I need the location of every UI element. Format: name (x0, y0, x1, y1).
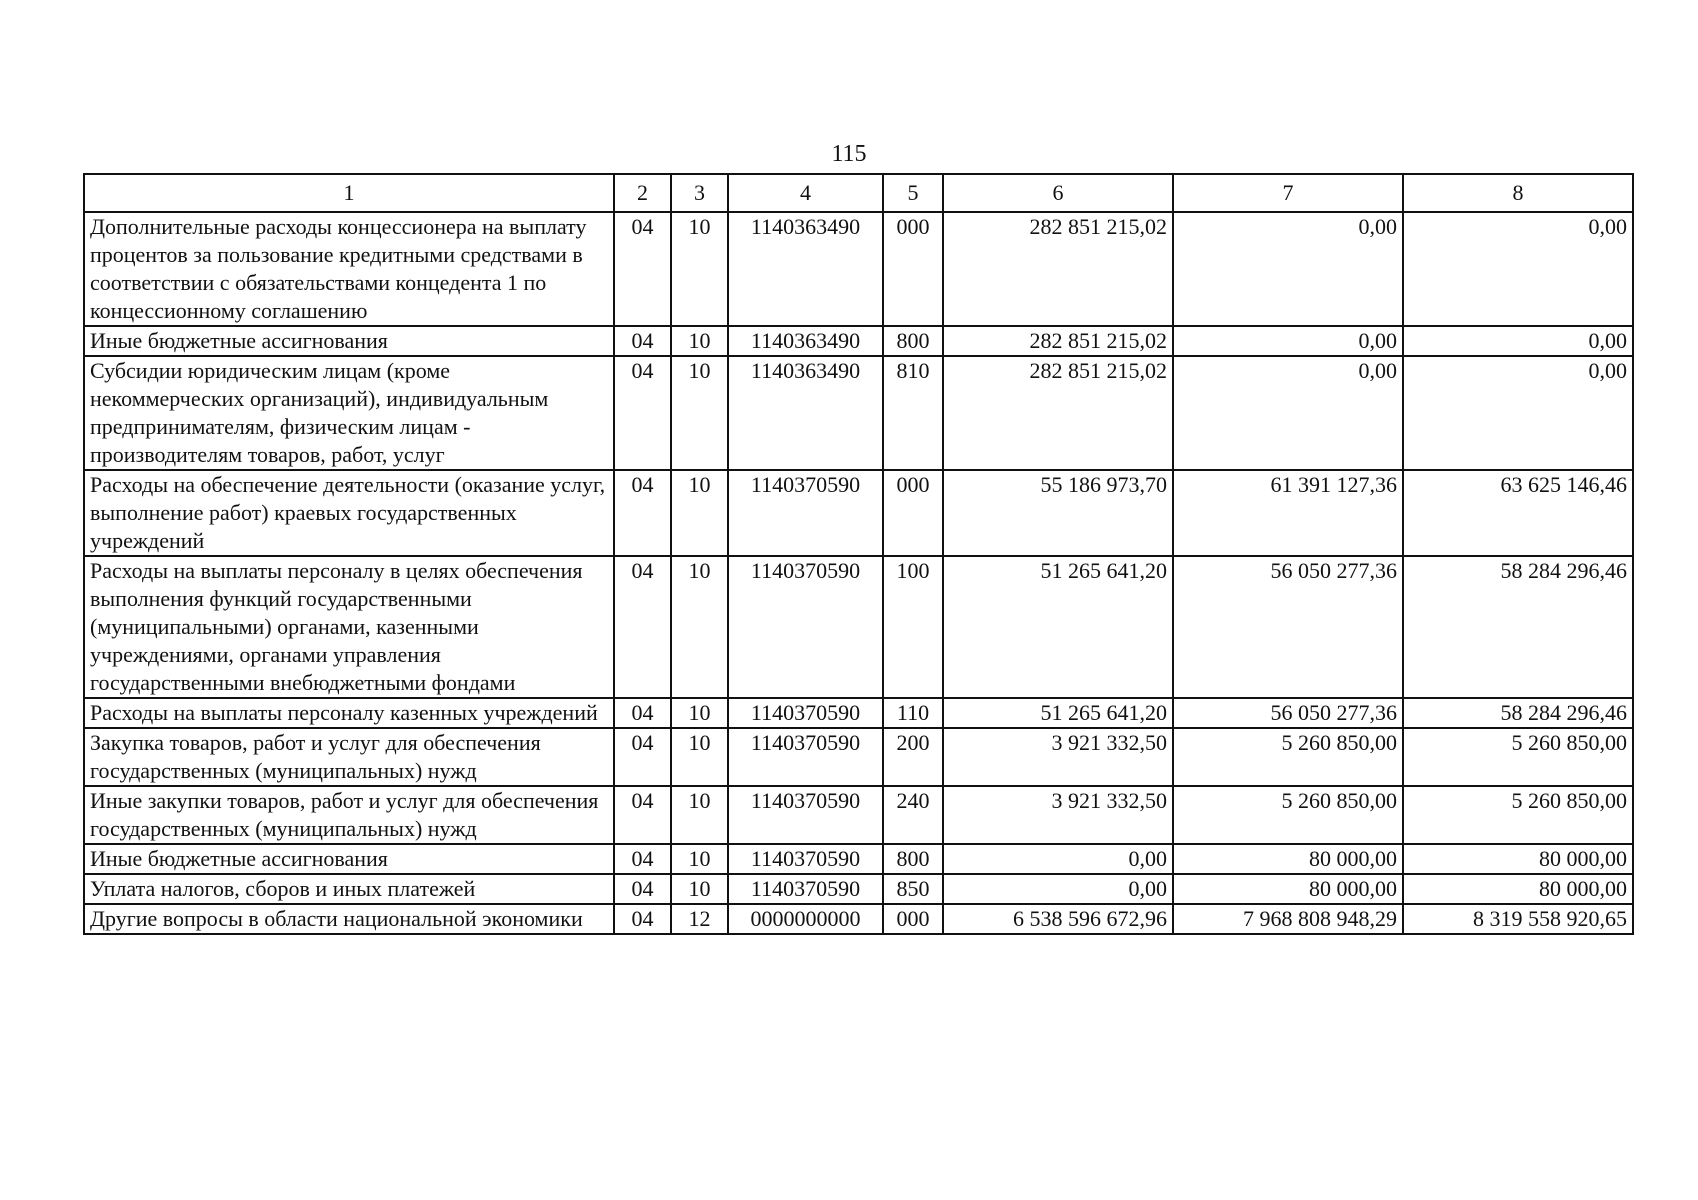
subsection-code: 10 (671, 786, 728, 844)
header-cell: 8 (1403, 174, 1633, 212)
table-row (84, 786, 1633, 844)
row-name: Дополнительные расходы концессионера на выплату процентов за пользование кредитными средствами в соответствии с обязательствами концедента 1 по концессионному соглашению (84, 212, 614, 326)
header-cell: 1 (84, 174, 614, 212)
amount-col7: 61 391 127,36 (1173, 470, 1403, 556)
row-name: Иные бюджетные ассигнования (84, 844, 614, 874)
target-article-code: 1140370590 (728, 874, 883, 904)
amount-col8: 80 000,00 (1403, 874, 1633, 904)
section-code: 04 (614, 470, 671, 556)
amount-col6: 3 921 332,50 (943, 786, 1173, 844)
section-code: 04 (614, 844, 671, 874)
amount-col6: 282 851 215,02 (943, 356, 1173, 470)
amount-col6: 51 265 641,20 (943, 698, 1173, 728)
target-article-code: 1140370590 (728, 844, 883, 874)
target-article-code: 0000000000 (728, 904, 883, 934)
section-code: 04 (614, 786, 671, 844)
header-cell: 2 (614, 174, 671, 212)
target-article-code: 1140363490 (728, 326, 883, 356)
table-row (84, 874, 1633, 904)
table-row (84, 698, 1633, 728)
header-cell: 5 (883, 174, 943, 212)
table-row (84, 904, 1633, 934)
amount-col8: 80 000,00 (1403, 844, 1633, 874)
target-article-code: 1140370590 (728, 698, 883, 728)
amount-col8: 63 625 146,46 (1403, 470, 1633, 556)
expense-type-code: 000 (883, 470, 943, 556)
expense-type-code: 000 (883, 904, 943, 934)
row-name: Расходы на выплаты персоналу казенных учреждений (84, 698, 614, 728)
section-code: 04 (614, 212, 671, 326)
section-code: 04 (614, 356, 671, 470)
section-code: 04 (614, 698, 671, 728)
header-cell: 3 (671, 174, 728, 212)
budget-table (83, 173, 1634, 935)
subsection-code: 12 (671, 904, 728, 934)
header-cell: 6 (943, 174, 1173, 212)
section-code: 04 (614, 556, 671, 698)
section-code: 04 (614, 874, 671, 904)
page-number: 115 (831, 141, 867, 167)
amount-col7: 56 050 277,36 (1173, 556, 1403, 698)
row-name: Расходы на выплаты персоналу в целях обеспечения выполнения функций государственными (муниципальными) органами, казенными учреждениями, органами управления государственными внебюджетными фондами (84, 556, 614, 698)
expense-type-code: 240 (883, 786, 943, 844)
expense-type-code: 110 (883, 698, 943, 728)
subsection-code: 10 (671, 212, 728, 326)
row-name: Иные закупки товаров, работ и услуг для обеспечения государственных (муниципальных) нужд (84, 786, 614, 844)
amount-col8: 5 260 850,00 (1403, 786, 1633, 844)
subsection-code: 10 (671, 356, 728, 470)
section-code: 04 (614, 728, 671, 786)
table-row (84, 844, 1633, 874)
table-row (84, 556, 1633, 698)
row-name: Другие вопросы в области национальной экономики (84, 904, 614, 934)
expense-type-code: 200 (883, 728, 943, 786)
row-name: Уплата налогов, сборов и иных платежей (84, 874, 614, 904)
subsection-code: 10 (671, 556, 728, 698)
target-article-code: 1140370590 (728, 556, 883, 698)
amount-col7: 0,00 (1173, 212, 1403, 326)
amount-col8: 0,00 (1403, 212, 1633, 326)
expense-type-code: 000 (883, 212, 943, 326)
amount-col7: 5 260 850,00 (1173, 728, 1403, 786)
table-row (84, 728, 1633, 786)
amount-col7: 7 968 808 948,29 (1173, 904, 1403, 934)
row-name: Расходы на обеспечение деятельности (оказание услуг, выполнение работ) краевых государственных учреждений (84, 470, 614, 556)
table-row (84, 356, 1633, 470)
amount-col8: 0,00 (1403, 356, 1633, 470)
subsection-code: 10 (671, 698, 728, 728)
amount-col6: 0,00 (943, 874, 1173, 904)
subsection-code: 10 (671, 326, 728, 356)
header-cell: 7 (1173, 174, 1403, 212)
subsection-code: 10 (671, 844, 728, 874)
subsection-code: 10 (671, 874, 728, 904)
amount-col8: 58 284 296,46 (1403, 698, 1633, 728)
amount-col7: 0,00 (1173, 356, 1403, 470)
expense-type-code: 810 (883, 356, 943, 470)
amount-col8: 0,00 (1403, 326, 1633, 356)
table-row (84, 212, 1633, 326)
table-row (84, 326, 1633, 356)
amount-col7: 5 260 850,00 (1173, 786, 1403, 844)
target-article-code: 1140370590 (728, 470, 883, 556)
target-article-code: 1140363490 (728, 356, 883, 470)
amount-col6: 6 538 596 672,96 (943, 904, 1173, 934)
header-cell: 4 (728, 174, 883, 212)
amount-col6: 51 265 641,20 (943, 556, 1173, 698)
amount-col7: 80 000,00 (1173, 844, 1403, 874)
amount-col8: 8 319 558 920,65 (1403, 904, 1633, 934)
subsection-code: 10 (671, 728, 728, 786)
target-article-code: 1140370590 (728, 728, 883, 786)
section-code: 04 (614, 904, 671, 934)
expense-type-code: 850 (883, 874, 943, 904)
amount-col7: 0,00 (1173, 326, 1403, 356)
amount-col8: 58 284 296,46 (1403, 556, 1633, 698)
amount-col6: 3 921 332,50 (943, 728, 1173, 786)
amount-col6: 0,00 (943, 844, 1173, 874)
row-name: Закупка товаров, работ и услуг для обеспечения государственных (муниципальных) нужд (84, 728, 614, 786)
section-code: 04 (614, 326, 671, 356)
target-article-code: 1140363490 (728, 212, 883, 326)
subsection-code: 10 (671, 470, 728, 556)
expense-type-code: 100 (883, 556, 943, 698)
row-name: Субсидии юридическим лицам (кроме некоммерческих организаций), индивидуальным предпринимателям, физическим лицам - производителям товаров, работ, услуг (84, 356, 614, 470)
target-article-code: 1140370590 (728, 786, 883, 844)
amount-col6: 55 186 973,70 (943, 470, 1173, 556)
header-row (84, 174, 1633, 212)
amount-col8: 5 260 850,00 (1403, 728, 1633, 786)
expense-type-code: 800 (883, 844, 943, 874)
table-row (84, 470, 1633, 556)
amount-col6: 282 851 215,02 (943, 212, 1173, 326)
row-name: Иные бюджетные ассигнования (84, 326, 614, 356)
amount-col7: 56 050 277,36 (1173, 698, 1403, 728)
amount-col6: 282 851 215,02 (943, 326, 1173, 356)
amount-col7: 80 000,00 (1173, 874, 1403, 904)
expense-type-code: 800 (883, 326, 943, 356)
